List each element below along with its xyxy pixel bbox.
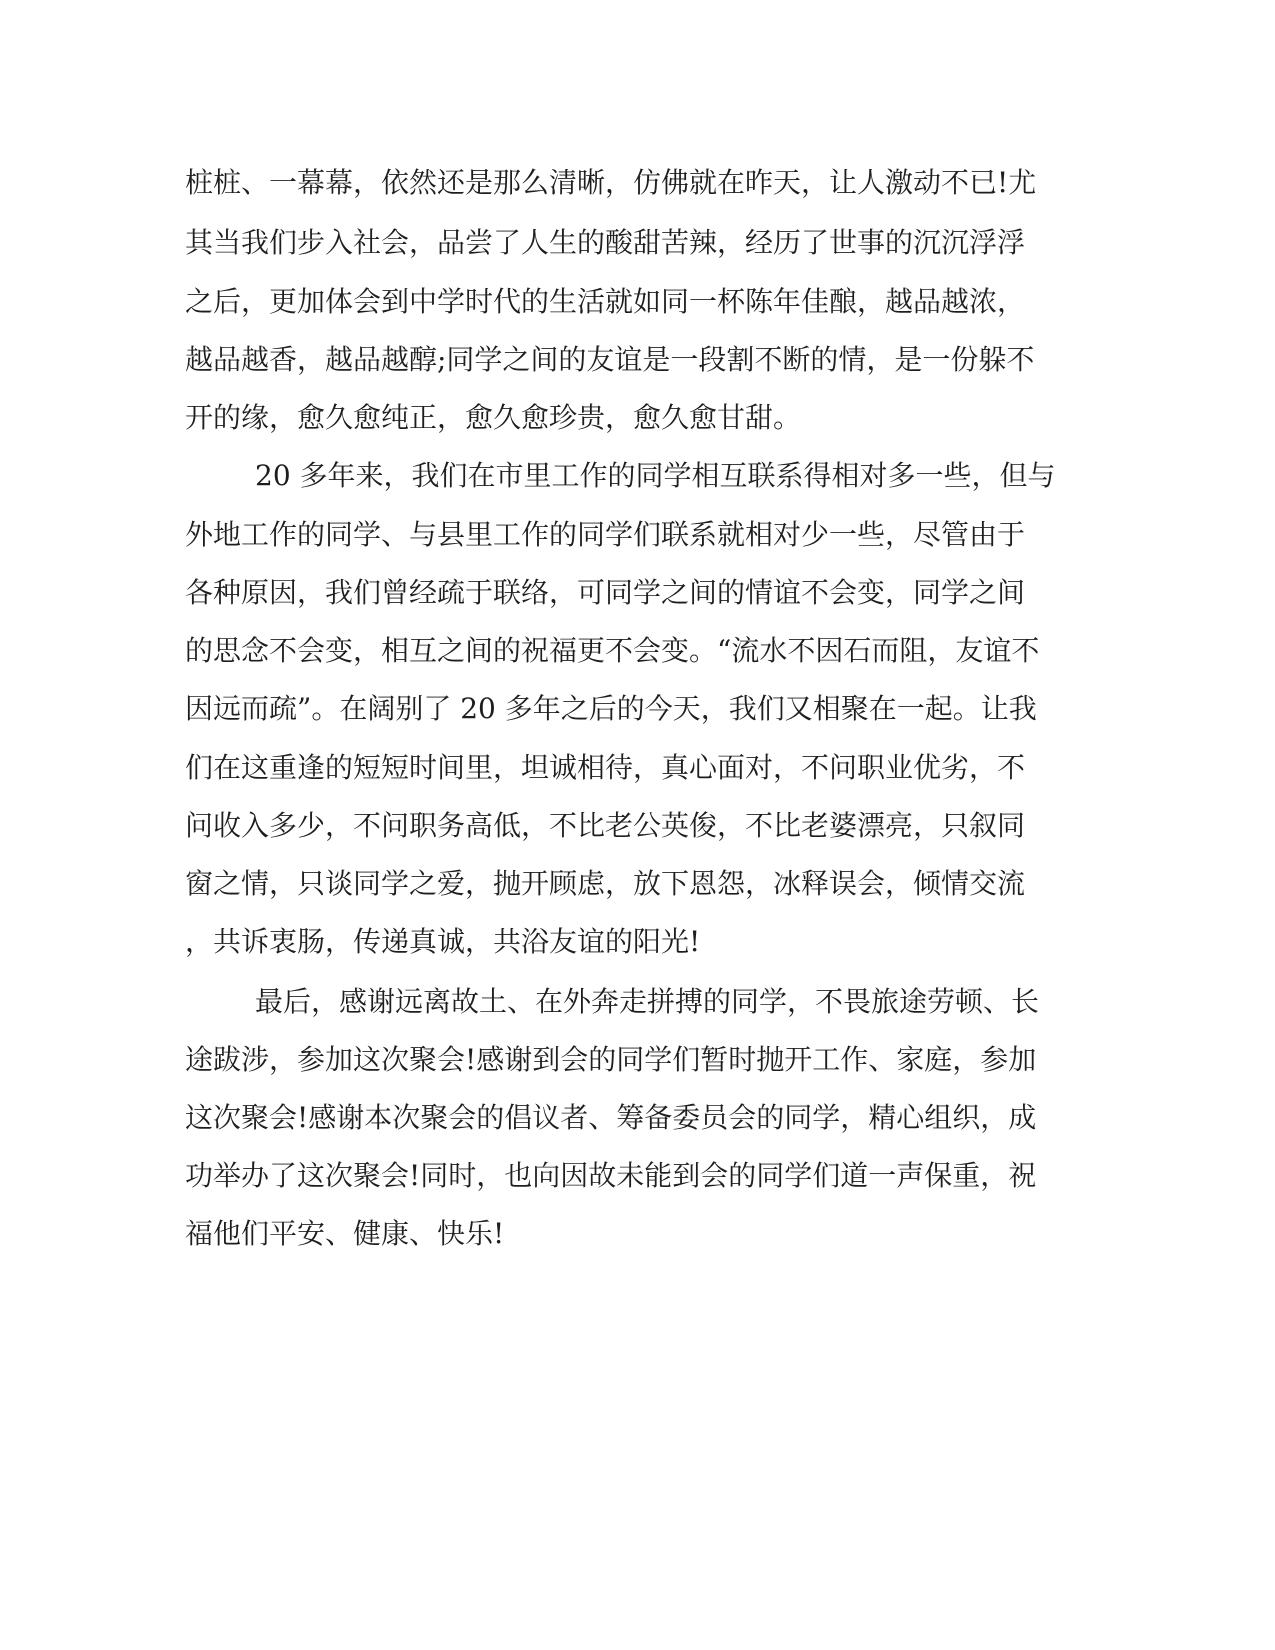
text-line: 功举办了这次聚会!同时，也向因故未能到会的同学们道一声保重，祝 bbox=[185, 1159, 1037, 1192]
text-line: 福他们平安、健康、快乐! bbox=[185, 1217, 505, 1250]
paragraph-first-line: 最后，感谢远离故土、在外奔走拼搏的同学，不畏旅途劳顿、长 bbox=[255, 985, 1040, 1018]
text-line: 各种原因，我们曾经疏于联络，可同学之间的情谊不会变，同学之间 bbox=[185, 576, 1026, 609]
text-line: 其当我们步入社会，品尝了人生的酸甜苦辣，经历了世事的沉沉浮浮 bbox=[185, 226, 1026, 259]
paragraph-first-line: 20 多年来，我们在市里工作的同学相互联系得相对多一些，但与 bbox=[255, 459, 1056, 492]
text-line: 外地工作的同学、与县里工作的同学们联系就相对少一些，尽管由于 bbox=[185, 518, 1026, 551]
text-line: 途跋涉，参加这次聚会!感谢到会的同学们暂时抛开工作、家庭，参加 bbox=[185, 1043, 1037, 1076]
text-line: 的思念不会变，相互之间的祝福更不会变。“流水不因石而阻，友谊不 bbox=[185, 634, 1040, 667]
text-line: 这次聚会!感谢本次聚会的倡议者、筹备委员会的同学，精心组织，成 bbox=[185, 1101, 1037, 1134]
text-line: 越品越香，越品越醇;同学之间的友谊是一段割不断的情，是一份躲不 bbox=[185, 343, 1035, 376]
text-line: 窗之情，只谈同学之爱，抛开顾虑，放下恩怨，冰释误会，倾情交流 bbox=[185, 867, 1026, 900]
text-line: ，共诉衷肠，传递真诚，共浴友谊的阳光! bbox=[185, 925, 701, 958]
text-line: 因远而疏”。在阔别了 20 多年之后的今天，我们又相聚在一起。让我 bbox=[185, 692, 1037, 725]
text-line: 桩桩、一幕幕，依然还是那么清晰，仿佛就在昨天，让人激动不已!尤 bbox=[185, 166, 1037, 199]
text-line: 开的缘，愈久愈纯正，愈久愈珍贵，愈久愈甘甜。 bbox=[185, 401, 802, 434]
text-line: 之后，更加体会到中学时代的生活就如同一杯陈年佳酿，越品越浓， bbox=[185, 285, 1026, 318]
text-line: 问收入多少，不问职务高低，不比老公英俊，不比老婆漂亮，只叙同 bbox=[185, 809, 1026, 842]
text-line: 们在这重逢的短短时间里，坦诚相待，真心面对，不问职业优劣，不 bbox=[185, 751, 1026, 784]
